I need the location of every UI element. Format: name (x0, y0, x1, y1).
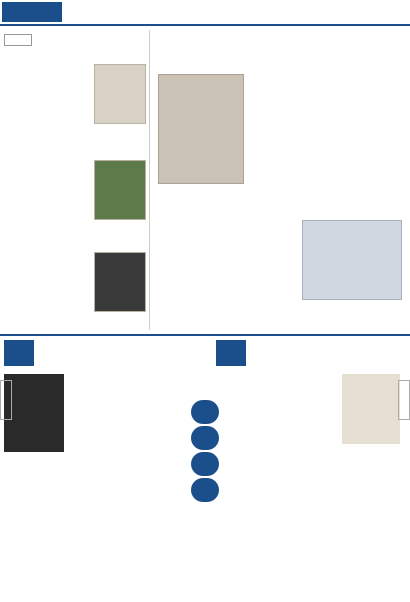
lead-portrait-image (158, 74, 244, 184)
excerpt-author (342, 444, 400, 452)
book-summary (4, 282, 90, 324)
lead-book-cover-image (302, 220, 402, 300)
excerpt-left (4, 340, 194, 598)
book-publisher (4, 75, 84, 83)
book-cover-image (94, 64, 146, 124)
book-entry-1 (4, 50, 146, 142)
serial-label-char (191, 400, 219, 424)
lead-text-column-2 (158, 190, 298, 326)
page-number (388, 4, 406, 22)
book-date (4, 180, 84, 188)
site-address (70, 6, 160, 18)
books-section-label (4, 34, 32, 46)
excerpt-cover-image (4, 374, 64, 452)
lead-headline (158, 34, 402, 70)
serial-label-char (191, 426, 219, 450)
lead-article (154, 30, 406, 330)
excerpt-text-column-1 (68, 374, 126, 594)
book-title (4, 50, 146, 62)
excerpt-text-column-2 (130, 374, 188, 594)
side-tag-left (0, 380, 12, 420)
book-title (4, 238, 146, 250)
book-author (4, 162, 84, 170)
section-divider (0, 334, 410, 336)
book-date (4, 84, 84, 92)
book-entry-3 (4, 238, 146, 326)
book-cover-image (94, 252, 146, 312)
side-tag-right (398, 380, 410, 420)
book-entry-2 (4, 146, 146, 234)
excerpt-title (40, 340, 190, 358)
paper-name (316, 4, 386, 22)
book-cover-image (94, 160, 146, 220)
excerpt-number (4, 340, 34, 366)
excerpt-text-column-2 (280, 448, 400, 594)
book-publisher (4, 171, 84, 179)
lead-text-column-3 (302, 186, 402, 216)
book-date (4, 272, 84, 280)
excerpt-text-column-1 (216, 374, 276, 594)
excerpt-title (252, 340, 402, 358)
serial-label-char (191, 452, 219, 476)
book-summary (4, 190, 90, 232)
excerpt-cover-image (342, 374, 400, 444)
book-title (4, 146, 146, 158)
book-summary (4, 94, 90, 140)
book-author (4, 254, 84, 262)
column-tag (2, 2, 62, 22)
excerpt-subtitle (252, 360, 402, 370)
masthead (0, 0, 410, 26)
dateline (210, 8, 310, 18)
lead-credit (282, 318, 402, 326)
serial-label-char (191, 478, 219, 502)
excerpt-author (4, 454, 64, 462)
masthead-right (206, 4, 406, 22)
excerpt-subtitle (40, 360, 190, 370)
excerpt-right (216, 340, 406, 598)
books-column (0, 30, 150, 330)
excerpt-number (216, 340, 246, 366)
book-publisher (4, 263, 84, 271)
book-author (4, 66, 84, 74)
